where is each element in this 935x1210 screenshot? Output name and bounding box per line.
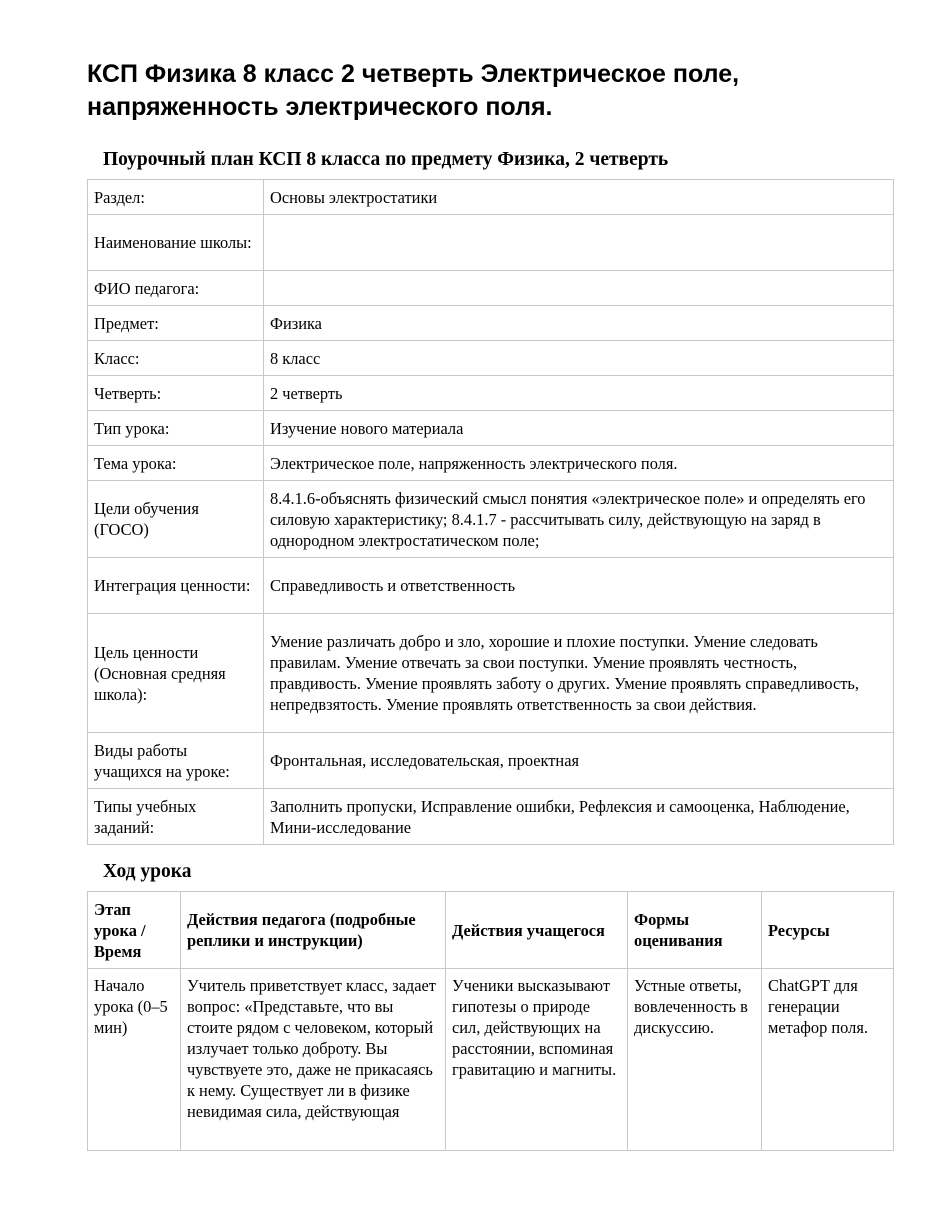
row-value-teacher bbox=[264, 271, 894, 306]
row-value-subject: Физика bbox=[264, 306, 894, 341]
cell-student-actions: Ученики высказывают гипотезы о природе сил, действующих на расстоянии, вспоминая гравитацию и магниты. bbox=[446, 969, 628, 1151]
row-value-lesson-type: Изучение нового материала bbox=[264, 411, 894, 446]
row-label-subject: Предмет: bbox=[88, 306, 264, 341]
row-label-value-goal: Цель ценности (Основная средняя школа): bbox=[88, 614, 264, 733]
table-row bbox=[88, 481, 894, 558]
table-row bbox=[88, 271, 894, 306]
row-label-grade: Класс: bbox=[88, 341, 264, 376]
column-header-resources: Ресурсы bbox=[762, 892, 894, 969]
table-row bbox=[88, 733, 894, 789]
column-header-teacher-actions: Действия педагога (подробные реплики и инструкции) bbox=[181, 892, 446, 969]
row-value-grade: 8 класс bbox=[264, 341, 894, 376]
cell-teacher-actions: Учитель приветствует класс, задает вопрос: «Представьте, что вы стоите рядом с человеком, который излучает только доброту. Вы чувствуете это, даже не прикасаясь к нему. Существует ли в физике невидимая сила, действующая bbox=[181, 969, 446, 1151]
row-value-value-goal: Умение различать добро и зло, хорошие и плохие поступки. Умение следовать правилам. Умение отвечать за свои поступки. Умение проявлять честность, правдивость. Умение проявлять заботу о других. Умение проявлять справедливость, непредвзятость. Умение проявлять ответственность за свои действия. bbox=[264, 614, 894, 733]
table-row bbox=[88, 341, 894, 376]
table-header-row bbox=[88, 892, 894, 969]
row-label-task-types: Типы учебных заданий: bbox=[88, 789, 264, 845]
cell-assessment: Устные ответы, вовлеченность в дискуссию. bbox=[628, 969, 762, 1151]
row-label-learning-goals: Цели обучения (ГОСО) bbox=[88, 481, 264, 558]
cell-stage: Начало урока (0–5 мин) bbox=[88, 969, 181, 1151]
lesson-plan-table bbox=[87, 179, 894, 845]
row-value-section: Основы электростатики bbox=[264, 180, 894, 215]
table-row bbox=[88, 180, 894, 215]
column-header-stage: Этап урока / Время bbox=[88, 892, 181, 969]
lesson-flow-heading: Ход урока bbox=[103, 861, 192, 882]
row-value-task-types: Заполнить пропуски, Исправление ошибки, Рефлексия и самооценка, Наблюдение, Мини-исследование bbox=[264, 789, 894, 845]
table-row bbox=[88, 969, 894, 1151]
row-label-quarter: Четверть: bbox=[88, 376, 264, 411]
table-row bbox=[88, 306, 894, 341]
lesson-flow-table bbox=[87, 891, 894, 1151]
table-row bbox=[88, 446, 894, 481]
row-value-learning-goals: 8.4.1.6-объяснять физический смысл понятия «электрическое поле» и определять его силовую характеристику; 8.4.1.7 - рассчитывать силу, действующую на заряд в однородном электростатическом поле; bbox=[264, 481, 894, 558]
column-header-student-actions: Действия учащегося bbox=[446, 892, 628, 969]
row-label-school: Наименование школы: bbox=[88, 215, 264, 271]
cell-resources: ChatGPT для генерации метафор поля. bbox=[762, 969, 894, 1151]
table-row bbox=[88, 215, 894, 271]
table-row bbox=[88, 789, 894, 845]
row-label-section: Раздел: bbox=[88, 180, 264, 215]
column-header-assessment: Формы оценивания bbox=[628, 892, 762, 969]
table-row bbox=[88, 376, 894, 411]
row-label-value-integration: Интеграция ценности: bbox=[88, 558, 264, 614]
document-title: КСП Физика 8 класс 2 четверть Электрическое поле, напряженность электрического поля. bbox=[87, 60, 740, 121]
row-value-work-types: Фронтальная, исследовательская, проектная bbox=[264, 733, 894, 789]
row-value-value-integration: Справедливость и ответственность bbox=[264, 558, 894, 614]
table-row bbox=[88, 614, 894, 733]
row-label-teacher: ФИО педагога: bbox=[88, 271, 264, 306]
table-row bbox=[88, 411, 894, 446]
row-value-school bbox=[264, 215, 894, 271]
plan-heading: Поурочный план КСП 8 класса по предмету Физика, 2 четверть bbox=[103, 149, 669, 170]
row-label-work-types: Виды работы учащихся на уроке: bbox=[88, 733, 264, 789]
row-label-lesson-type: Тип урока: bbox=[88, 411, 264, 446]
row-label-topic: Тема урока: bbox=[88, 446, 264, 481]
row-value-topic: Электрическое поле, напряженность электрического поля. bbox=[264, 446, 894, 481]
table-row bbox=[88, 558, 894, 614]
row-value-quarter: 2 четверть bbox=[264, 376, 894, 411]
